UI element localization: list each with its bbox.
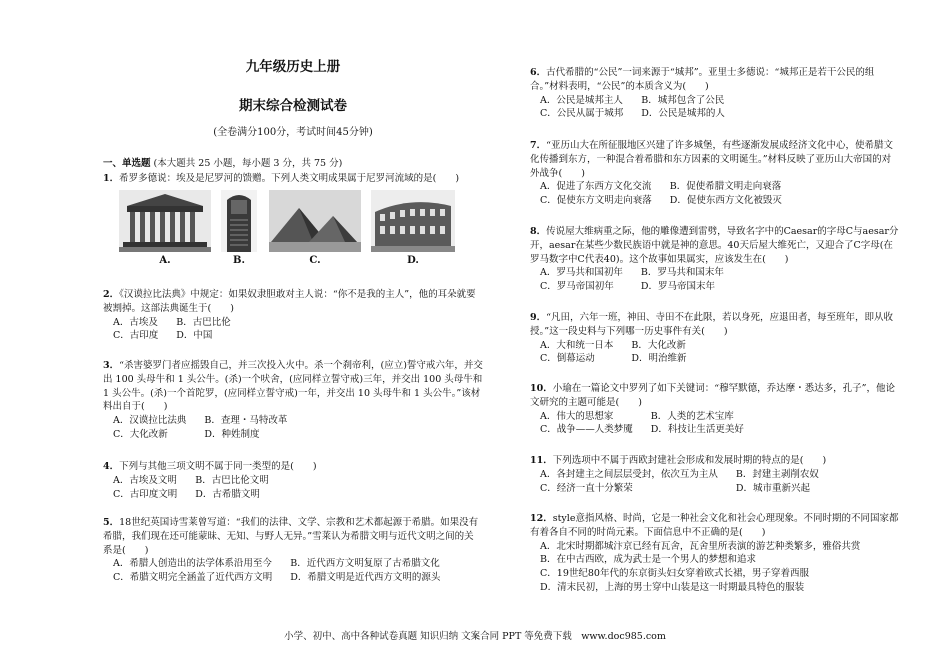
option-d[interactable]: D．城市重新兴起 [735, 482, 810, 494]
option-d[interactable]: D．希腊文明是近代西方文明的源头 [290, 572, 441, 584]
option-a[interactable]: A．各封建主之间层层受封，依次互为主从 [540, 468, 718, 480]
parthenon-temple-icon [119, 190, 211, 252]
question-stem: “杀害婆罗门者应摇毁自己，并三次投入火中。杀一个刹帝利，(应立)誓守戒六年，并交出 100 头母牛和 1 头公牛。(杀)一个吠舍，(应同样立誓守戒)三年，并交出 100 头母牛和 1 头公牛。(杀)一个首陀罗，(应同样立誓守戒)一年，并交出 10 头母牛和 1 头公牛。”该材料出自于( ) [103, 360, 483, 413]
question-stem: 下列选项中不属于西欧封建社会形成和发展时期的特点的是( ) [552, 455, 827, 466]
question-stem: 下列与其他三项文明不属于同一类型的是( ) [119, 461, 317, 472]
question-stem: 传说屋大维病重之际，他的雕像遭到雷劈，导致名字中的Caesar的字母C与aesar分开，aesar在某些少数民族语中就是神的意思。40天后屋大维死亡，又迎合了C字母(在罗马数字中C代表40)。这个故事如果属实，应该发生在( ) [530, 226, 899, 265]
question-number: 11． [530, 455, 553, 466]
option-d[interactable]: D．促使东西方文化被毁灭 [669, 195, 782, 207]
option-c[interactable]: C．古印度文明 [113, 488, 178, 500]
question-number: 9． [530, 312, 547, 323]
section-note: (本大题共 25 小题，每小题 3 分，共 75 分) [153, 158, 343, 169]
option-b[interactable]: B．查理・马特改革 [204, 415, 288, 427]
option-a[interactable]: A．大和统一日本 [540, 339, 614, 351]
question-7 [530, 139, 900, 208]
question-5 [103, 516, 483, 585]
option-a[interactable]: A．罗马共和国初年 [540, 267, 623, 279]
question-stem: 18世纪英国诗雪莱曾写道：“我们的法律、文学、宗教和艺术都起源于希腊。如果没有希腊，我们现在还可能蒙昧、无知、与野人无异。”雪莱认为希腊文明与近代文明之间的关系是( ) [103, 517, 479, 556]
option-b[interactable]: B．古巴比伦 [176, 316, 231, 328]
exam-note: (全卷满分100分，考试时间45分钟) [213, 127, 373, 138]
option-b[interactable]: B．人类的艺术宝库 [650, 410, 734, 422]
option-c[interactable]: C．希腊文明完全涵盖了近代西方文明 [113, 572, 273, 584]
option-b[interactable]: B．封建主剥削农奴 [735, 468, 819, 480]
image-label-c: C. [309, 255, 321, 266]
question-12 [530, 512, 900, 595]
question-number: 7． [530, 140, 547, 151]
option-a[interactable]: A．古埃及 [113, 316, 158, 328]
question-stem: “凡田，六年一班，神田、寺田不在此限，若以身死，应退田者，每至班年，即从收授。”这一段史料与下列哪一历史事件有关( ) [530, 312, 893, 337]
question-stem: style意指风格、时尚，它是一种社会文化和社会心理现象。不同时期的不同国家都有着各自不同的时尚元素。下面信息中不正确的是( ) [530, 513, 899, 538]
question-3 [103, 359, 483, 442]
question-stem: 希罗多德说：埃及是尼罗河的馈赠。下列人类文明成果属于尼罗河流域的是( ) [119, 173, 460, 184]
colosseum-icon [371, 190, 455, 252]
question-4 [103, 460, 483, 501]
option-d[interactable]: D．公民是城邦的人 [641, 108, 725, 120]
option-a[interactable]: A．希腊人创造出的法学体系沿用至今 [113, 558, 272, 570]
option-b[interactable]: B．城邦包含了公民 [641, 94, 725, 106]
question-9 [530, 311, 900, 366]
page-footer: 小学、初中、高中各种试卷真题 知识归纳 文案合同 PPT 等免费下载 www.doc985.com [284, 631, 666, 642]
question-number: 4． [103, 461, 120, 472]
question-11 [530, 454, 900, 495]
option-b[interactable]: B．罗马共和国末年 [640, 267, 724, 279]
question-number: 10． [530, 383, 553, 394]
option-b[interactable]: B．在中古西欧，成为武士是一个男人的梦想和追求 [540, 554, 756, 566]
section-title: 一、单选题 [103, 158, 151, 169]
option-d[interactable]: D．明治维新 [631, 353, 687, 365]
question-number: 5． [103, 517, 120, 528]
question-number: 2． [103, 289, 120, 300]
option-b[interactable]: B．古巴比伦文明 [195, 474, 269, 486]
question-6 [530, 66, 900, 121]
option-c[interactable]: C．经济一直十分繁荣 [540, 482, 633, 494]
option-d[interactable]: D．中国 [176, 330, 213, 342]
option-b[interactable]: B．大化改新 [631, 339, 686, 351]
option-a[interactable]: A．北宋时期都城汴京已经有瓦舍，瓦舍里所表演的游艺种类繁多，雅俗共赏 [540, 540, 861, 552]
exam-title: 九年级历史上册 [245, 59, 341, 75]
question-10 [530, 382, 900, 437]
option-c[interactable]: C．罗马帝国初年 [540, 281, 614, 293]
hammurabi-stele-icon [221, 190, 257, 252]
option-c[interactable]: C．大化改新 [113, 428, 168, 440]
question-1 [103, 172, 483, 186]
option-d[interactable]: D．罗马帝国末年 [640, 281, 715, 293]
option-a[interactable]: A．公民是城邦主人 [540, 94, 623, 106]
option-c[interactable]: C．倒幕运动 [540, 353, 595, 365]
question-stem: 《汉谟拉比法典》中规定：如果奴隶胆敢对主人说：“你不是我的主人”，他的耳朵就要被割掉。这部法典诞生于( ) [103, 289, 476, 314]
image-label-b: B. [233, 255, 245, 266]
exam-subtitle: 期末综合检测试卷 [239, 98, 347, 114]
option-d[interactable]: D．清末民初，上海的男士穿中山装是这一时期最具特色的服装 [540, 581, 805, 593]
question-number: 12． [530, 513, 553, 524]
option-a[interactable]: A．伟大的思想家 [540, 410, 614, 422]
option-d[interactable]: D．古希腊文明 [195, 488, 260, 500]
image-label-a: A. [159, 255, 171, 266]
image-label-d: D. [407, 255, 419, 266]
question-number: 8． [530, 226, 547, 237]
option-d[interactable]: D．种姓制度 [204, 428, 260, 440]
pyramids-icon [269, 190, 361, 252]
question-stem: 小瑜在一篇论文中罗列了如下关键词：“穆罕默德，乔达摩・悉达多，孔子”，他论文研究的主题可能是( ) [530, 383, 895, 408]
option-a[interactable]: A．汉谟拉比法典 [113, 415, 187, 427]
option-a[interactable]: A．促进了东西方文化交流 [540, 181, 652, 193]
option-c[interactable]: C．19世纪80年代的东京街头妇女穿着欧式长裙，男子穿着西服 [540, 568, 809, 580]
option-c[interactable]: C．古印度 [113, 330, 159, 342]
question-1-images [117, 190, 457, 268]
question-number: 3． [103, 360, 120, 371]
question-number: 1． [103, 173, 120, 184]
question-stem: “亚历山大在所征服地区兴建了许多城堡，有些逐渐发展成经济文化中心，使希腊文化传播到东方，一种混合着希腊和东方因素的文明诞生。”材料反映了亚历山大帝国的对外战争( ) [530, 140, 893, 179]
option-d[interactable]: D．科技让生活更美好 [650, 424, 744, 436]
option-a[interactable]: A．古埃及文明 [113, 474, 177, 486]
question-8 [530, 225, 900, 294]
question-2 [103, 288, 483, 343]
option-c[interactable]: C．促使东方文明走向衰落 [540, 195, 652, 207]
question-stem: 古代希腊的“公民”一词来源于“城邦”。亚里士多德说：“城邦正是若干公民的组合。”材料表明，“公民”的本质含义为( ) [530, 67, 875, 92]
question-number: 6． [530, 67, 547, 78]
option-c[interactable]: C．战争——人类梦魇 [540, 424, 633, 436]
option-c[interactable]: C．公民从属于城邦 [540, 108, 624, 120]
option-b[interactable]: B．促使希腊文明走向衰落 [669, 181, 782, 193]
section-heading [103, 157, 483, 171]
option-b[interactable]: B．近代西方文明复原了古希腊文化 [290, 558, 440, 570]
